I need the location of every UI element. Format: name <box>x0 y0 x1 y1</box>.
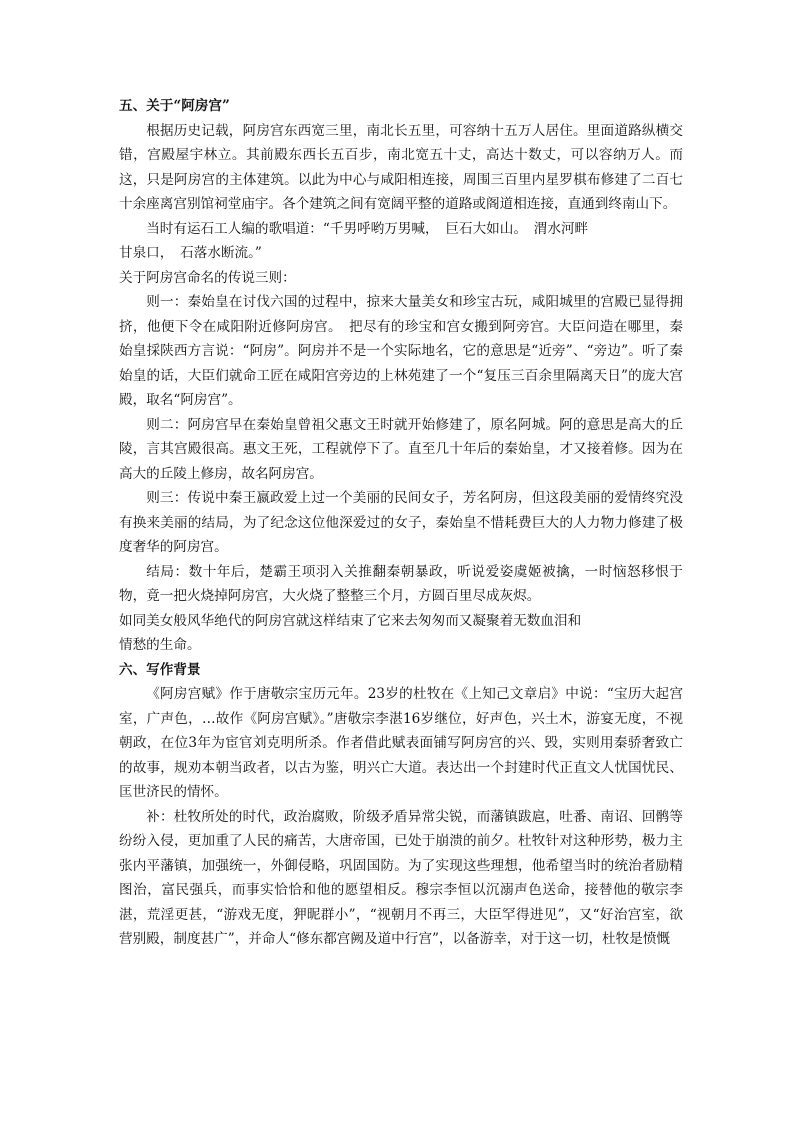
legend-1: 则一：秦始皇在讨伐六国的过程中，掠来大量美女和珍宝古玩，咸阳城里的宫殿已显得拥挤，他便下令在咸阳附近修阿房宫。 把尽有的珍宝和宫女搬到阿旁宫。大臣问造在哪里，秦始皇採陕西方言说：“阿房”。阿房并不是一个实际地名，它的意思是“近旁”、“旁边”。听了秦始皇的话，大臣们就命工匠在咸阳宫旁边的上林苑建了一个“复压三百余里隔离天日”的庞大宫殿，取名“阿房宫”。 <box>119 294 683 408</box>
song-line-1: 当时有运石工人编的歌唱道：“千男呼哟万男喊， 巨石大如山。 渭水河畔 <box>146 220 589 237</box>
legends-intro: 关于阿房宫命名的传说三则： <box>119 269 296 286</box>
ending-paragraph: 结局：数十年后，楚霸王项羽入关推翻秦朝暴政，听说爱姿虞姬被擒，一时恼怒移恨于物，竟一把火烧掉阿房宫，大火烧了整整三个月，方圆百里尽成灰烬。 <box>119 563 683 604</box>
song-line-2: 甘泉口， 石落水断流。” <box>119 245 262 261</box>
section-6-paragraph-1: 《阿房宫赋》作于唐敬宗宝历元年。23岁的杜牧在《上知己文章启》中说：“宝历大起宫室，广声色，…故作《阿房宫赋》。”唐敬宗李湛16岁继位，好声色，兴土木，游宴无度，不视朝政，在位3年为宦官刘克明所杀。作者借此赋表面铺写阿房宫的兴、毁，实则用秦骄奢致亡的故事，规劝本朝当政者，以古为鉴，明兴亡大道。表达出一个封建时代正直文人忧国忧民、匡世济民的情怀。 <box>119 686 683 800</box>
document-body <box>119 94 683 952</box>
section-6-paragraph-2: 补：杜牧所处的时代，政治腐败，阶级矛盾异常尖锐，而藩镇跋扈，吐番、南诏、回鹘等纷纷入侵，更加重了人民的痛苦，大唐帝国，已处于崩溃的前夕。杜牧针对这种形势，极力主张内平藩镇，加强统一，外御侵略，巩固国防。为了实现这些理想，他希望当时的统治者励精图治，富民强兵，而事实恰恰和他的愿望相反。穆宗李恒以沉溺声色送命，接替他的敬宗李湛，荒淫更甚，“游戏无度，狎昵群小”，“视朝月不再三，大臣罕得进见”，又“好治宫室，欲营别殿，制度甚广”，并命人“修东都宫阙及道中行宫”，以备游幸，对于这一切，杜牧是愤慨 <box>119 808 683 947</box>
section-5-paragraph-1: 根据历史记载，阿房宫东西宽三里，南北长五里，可容纳十五万人居住。里面道路纵横交错，宫殿屋宇林立。其前殿东西长五百步，南北宽五十丈，高达十数丈，可以容纳万人。而这，只是阿房宫的主体建筑。以此为中心与咸阳相连接，周围三百里内星罗棋布修建了二百七十余座离宫别馆祠堂庙宇。各个建筑之间有宽阔平整的道路或阁道相连接，直通到终南山下。 <box>119 122 683 212</box>
ending-line-2: 如同美女般风华绝代的阿房宫就这样结束了它来去匆匆而又凝聚着无数血泪和 <box>119 612 582 629</box>
section-6-heading: 六、写作背景 <box>119 661 201 678</box>
ending-line-3: 情愁的生命。 <box>119 637 201 653</box>
legend-2: 则二：阿房宫早在秦始皇曾祖父惠文王时就开始修建了，原名阿城。阿的意思是高大的丘陵，言其宫殿很高。惠文王死，工程就停下了。直至几十年后的秦始皇，才又接着修。因为在高大的丘陵上修房，故名阿房宫。 <box>119 416 683 482</box>
section-5-heading: 五、关于“阿房宫” <box>119 98 230 114</box>
legend-3: 则三：传说中秦王嬴政爱上过一个美丽的民间女子，芳名阿房，但这段美丽的爱情终究没有换来美丽的结局，为了纪念这位他深爱过的女子，秦始皇不惜耗费巨大的人力物力修建了极度奢华的阿房宫。 <box>119 490 683 555</box>
